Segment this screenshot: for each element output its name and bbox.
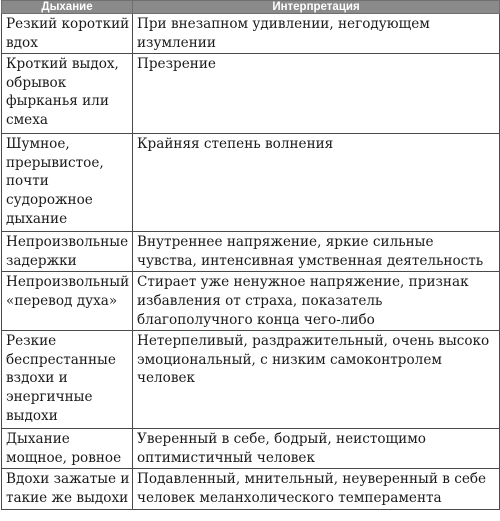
table-row <box>2 469 500 509</box>
interpretation-cell: При внезапном удивлении, негодующем изумлении <box>133 14 500 54</box>
interpretation-cell: Крайняя степень волнения <box>133 134 500 232</box>
breathing-cell: Дыхание мощное, ровное <box>2 429 133 469</box>
breathing-cell: Непроизвольные задержки <box>2 232 133 272</box>
table-row <box>2 331 500 429</box>
header-interpretation: Интерпретация <box>133 1 500 14</box>
table-row <box>2 272 500 331</box>
interpretation-cell: Стирает уже ненужное напряжение, признак избавления от страха, показатель благополучного конца чего-либо <box>133 272 500 331</box>
interpretation-cell: Уверенный в себе, бодрый, неистощимо оптимистичный человек <box>133 429 500 469</box>
breathing-interpretation-table <box>1 0 500 510</box>
breathing-cell: Вдохи зажатые и такие же выдохи <box>2 469 133 509</box>
breathing-cell: Шумное, прерывистое, почти судорожное дыхание <box>2 134 133 232</box>
breathing-cell: Кроткий выдох, обрывок фырканья или смеха <box>2 54 133 134</box>
interpretation-cell: Внутреннее напряжение, яркие сильные чувства, интенсивная умственная деятельность <box>133 232 500 272</box>
header-breathing: Дыхание <box>2 1 133 14</box>
breathing-cell: Резкий короткий вдох <box>2 14 133 54</box>
table-row <box>2 54 500 134</box>
table-row <box>2 232 500 272</box>
table-row <box>2 134 500 232</box>
breathing-cell: Непроизвольный «перевод духа» <box>2 272 133 331</box>
interpretation-cell: Презрение <box>133 54 500 134</box>
interpretation-cell: Нетерпеливый, раздражительный, очень высоко эмоциональный, с низким самоконтролем человек <box>133 331 500 429</box>
table-header-row <box>2 1 500 14</box>
table-row <box>2 429 500 469</box>
table-row <box>2 14 500 54</box>
breathing-cell: Резкие беспрестанные вздохи и энергичные выдохи <box>2 331 133 429</box>
interpretation-cell: Подавленный, мнительный, неуверенный в себе человек меланхолического темперамента <box>133 469 500 509</box>
